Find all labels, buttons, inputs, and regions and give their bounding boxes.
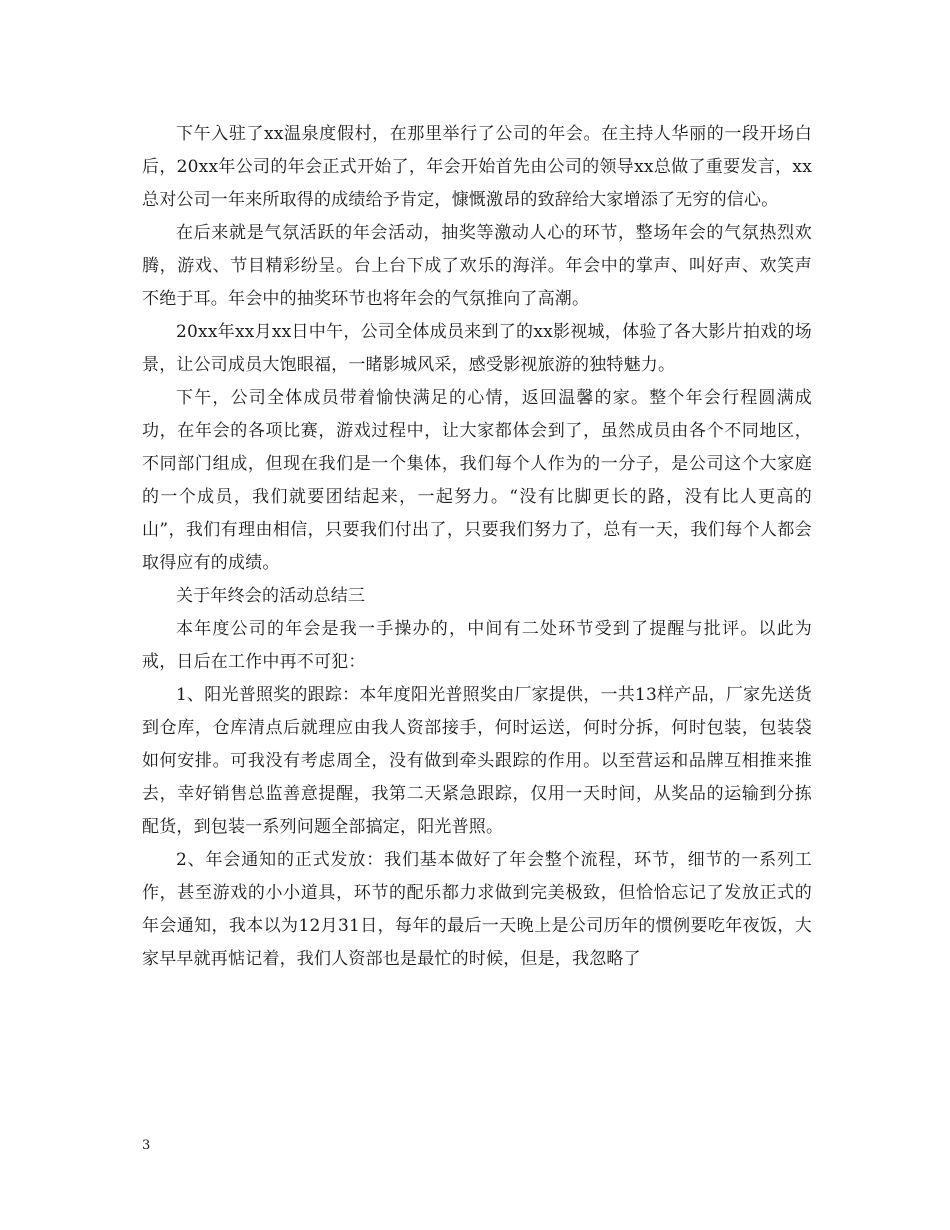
paragraph: 下午，公司全体成员带着愉快满足的心情，返回温馨的家。整个年会行程圆满成功，在年会的各项比赛，游戏过程中，让大家都体会到了，虽然成员由各个不同地区，不同部门组成，但现在我们是一个集体，我们每个人作为的一分子，是公司这个大家庭的一个成员，我们就要团结起来，一起努力。“没有比脚更长的路，没有比人更高的山”，我们有理由相信，只要我们付出了，只要我们努力了，总有一天，我们每个人都会取得应有的成绩。	[142, 388, 812, 573]
paragraph: 1、阳光普照奖的跟踪：本年度阳光普照奖由厂家提供，一共13样产品，厂家先送货到仓库，仓库清点后就理应由我人资部接手，何时运送，何时分拆，何时包装，包装袋如何安排。可我没有考虑周全，没有做到牵头跟踪的作用。以至营运和品牌互相推来推去，幸好销售总监善意提醒，我第二天紧急跟踪，仅用一天时间，从奖品的运输到分拣配货，到包装一系列问题全部搞定，阳光普照。	[142, 685, 812, 837]
section-heading: 关于年终会的活动总结三	[176, 586, 366, 606]
document-body	[142, 118, 812, 976]
page-number: 3	[142, 1138, 151, 1153]
paragraph: 20xx年xx月xx日中午，公司全体成员来到了的xx影视城，体验了各大影片拍戏的场景，让公司成员大饱眼福，一睹影城风采，感受影视旅游的独特魅力。	[142, 322, 812, 375]
paragraph: 在后来就是气氛活跃的年会活动，抽奖等激动人心的环节，整场年会的气氛热烈欢腾，游戏、节目精彩纷呈。台上台下成了欢乐的海洋。年会中的掌声、叫好声、欢笑声不绝于耳。年会中的抽奖环节也将年会的气氛推向了高潮。	[142, 223, 812, 309]
paragraph: 2、年会通知的正式发放：我们基本做好了年会整个流程，环节，细节的一系列工作，甚至游戏的小小道具，环节的配乐都力求做到完美极致，但恰恰忘记了发放正式的年会通知，我本以为12月31日，每年的最后一天晚上是公司历年的惯例要吃年夜饭，大家早早就再惦记着，我们人资部也是最忙的时候，但是，我忽略了	[142, 850, 812, 969]
paragraph: 本年度公司的年会是我一手操办的，中间有二处环节受到了提醒与批评。以此为戒，日后在工作中再不可犯：	[142, 619, 812, 672]
paragraph: 下午入驻了xx温泉度假村，在那里举行了公司的年会。在主持人华丽的一段开场白后，20xx年公司的年会正式开始了，年会开始首先由公司的领导xx总做了重要发言，xx总对公司一年来所取得的成绩给予肯定，慷慨激昂的致辞给大家增添了无穷的信心。	[142, 124, 812, 210]
